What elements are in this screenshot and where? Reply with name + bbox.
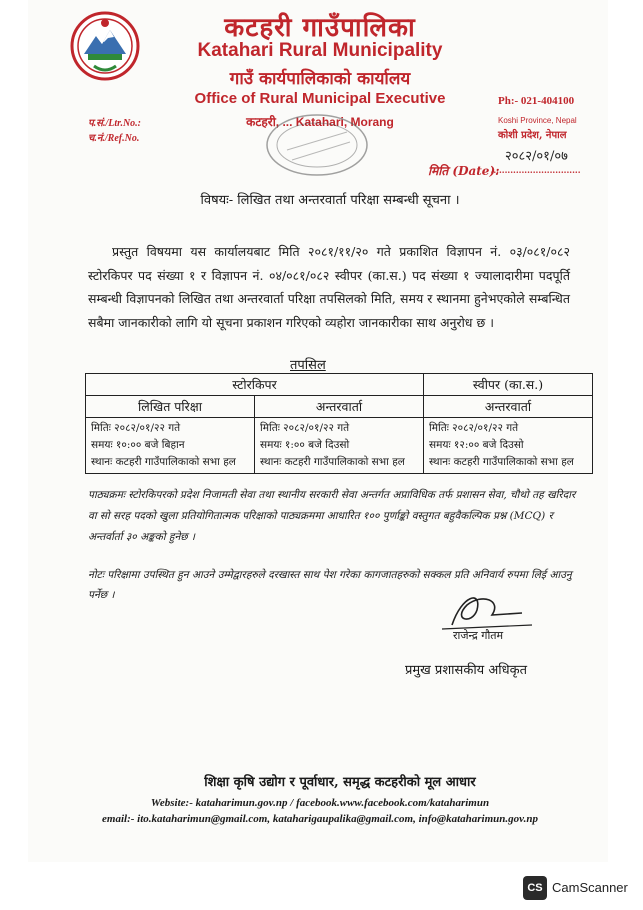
cell-place: स्थानः कटहरी गाउँपालिकाको सभा हल: [429, 456, 574, 468]
notice-subject: विषयः- लिखित तथा अन्तरवार्ता परिक्षा सम्बन्धी सूचना ।: [200, 193, 460, 208]
municipality-emblem-icon: [70, 8, 140, 84]
column-header-interview: अन्तरवार्ता: [255, 396, 424, 418]
cell-time: समयः १०:०० बजे बिहान: [91, 439, 185, 451]
signatory-name: राजेन्द्र गौतम: [453, 629, 504, 642]
table-row: [86, 396, 593, 418]
municipality-name-np: कटहरी गाउँपालिका: [224, 13, 416, 43]
cell-date: मितिः २०८२/०१/२२ गते: [260, 422, 350, 434]
handwritten-date: २०८२/०१/०७: [505, 149, 568, 164]
footer-website: Website:- kataharimun.gov.np / facebook.www.facebook.com/kataharimun: [150, 797, 490, 809]
date-dotted-line: ................................: [490, 162, 581, 176]
column-header-interview-sweeper: अन्तरवार्ता: [424, 396, 593, 418]
footer-email: email:- ito.kataharimun@gmail.com, kataharigaupalika@gmail.com, info@kataharimun.gov.np: [102, 813, 538, 825]
cell-place: स्थानः कटहरी गाउँपालिकाको सभा हल: [91, 456, 236, 468]
schedule-heading: तपसिल: [290, 358, 326, 373]
office-stamp-icon: [262, 110, 372, 180]
cell-place: स्थानः कटहरी गाउँपालिकाको सभा हल: [260, 456, 405, 468]
syllabus-paragraph: पाठ्यक्रमः स्टोरकिपरको प्रदेश निजामती सेवा तथा स्थानीय सरकारी सेवा अन्तर्गत अप्राविधिक तर्फ प्रशासन सेवा, चौथो तह खरिदार वा सो सरह पदको खुला प्रतियोगितात्मक परिक्षाको पाठ्यक्रममा आधारित १०० पुर्णाङ्को वस्तुगत बहुवैकल्पिक प्रश्न (MCQ) र अन्तर्वार्ता ३० अङ्कको हुनेछ ।: [88, 489, 576, 543]
province-en: Koshi Province, Nepal: [498, 116, 577, 125]
cell-time: समयः १:०० बजे दिउसो: [260, 439, 350, 451]
municipality-name-en: Katahari Rural Municipality: [197, 40, 443, 61]
office-name-en: Office of Rural Municipal Executive: [194, 90, 446, 107]
letter-number-label: प.सं./Ltr.No.:: [88, 118, 141, 129]
note-paragraph: नोटः परिक्षामा उपस्थित हुन आउने उम्मेद्वारहरुले दरखास्त साथ पेश गरेका कागजातहरुको सक्कल प्रति अनिवार्य रुपमा लिई आउनु पर्नेछ ।: [88, 569, 572, 601]
cell-time: समयः १२:०० बजे दिउसो: [429, 439, 524, 451]
table-row: [86, 418, 593, 474]
table-cell-interview: [255, 418, 424, 474]
post-header-sweeper: स्वीपर (का.स.): [424, 374, 593, 396]
exam-schedule-table: [85, 373, 593, 474]
cell-date: मितिः २०८२/०१/२२ गते: [429, 422, 519, 434]
notice-body: प्रस्तुत विषयमा यस कार्यालयबाट मिति २०८१/११/२० गते प्रकाशित विज्ञापन नं. ०३/०८१/०८२ स्टोरकिपर पद संख्या १ र विज्ञापन नं. ०४/०८१/०८२ स्वीपर (का.स.) पद संख्या १ ज्यालादारीमा पदपूर्ति सम्बन्धी विज्ञापनको लिखित तथा अन्तरवार्ता परिक्षा तपसिलको मिति, समय र स्थानमा हुनेभएकोले सम्बन्धित सबैमा जानकारीको लागि यो सूचना प्रकाशन गरिएको व्यहोरा जानकारीका साथ अनुरोध छ ।: [88, 244, 570, 330]
camscanner-logo-icon: CS: [523, 876, 547, 900]
date-label: मिति (Date):: [428, 164, 500, 178]
post-header-storekeeper: स्टोरकिपर: [86, 374, 424, 396]
table-cell-interview-sweeper: [424, 418, 593, 474]
office-address: कटहरी, ... Katahari, Morang: [246, 115, 394, 129]
province-np: कोशी प्रदेश, नेपाल: [498, 130, 567, 141]
signatory-title: प्रमुख प्रशासकीय अधिकृत: [405, 663, 528, 678]
table-row: [86, 374, 593, 396]
reference-number-label: च.नं./Ref.No.: [88, 133, 140, 144]
column-header-written: लिखित परिक्षा: [86, 396, 255, 418]
phone-number: Ph:- 021-404100: [498, 95, 575, 107]
table-cell-written: [86, 418, 255, 474]
cell-date: मितिः २०८२/०१/२२ गते: [91, 422, 181, 434]
camscanner-label: CamScanner: [552, 880, 628, 895]
office-name-np: गाउँ कार्यपालिकाको कार्यालय: [229, 69, 411, 89]
footer-slogan: शिक्षा कृषि उद्योग र पूर्वाधार, समृद्ध कटहरीको मूल आधार: [204, 775, 476, 790]
